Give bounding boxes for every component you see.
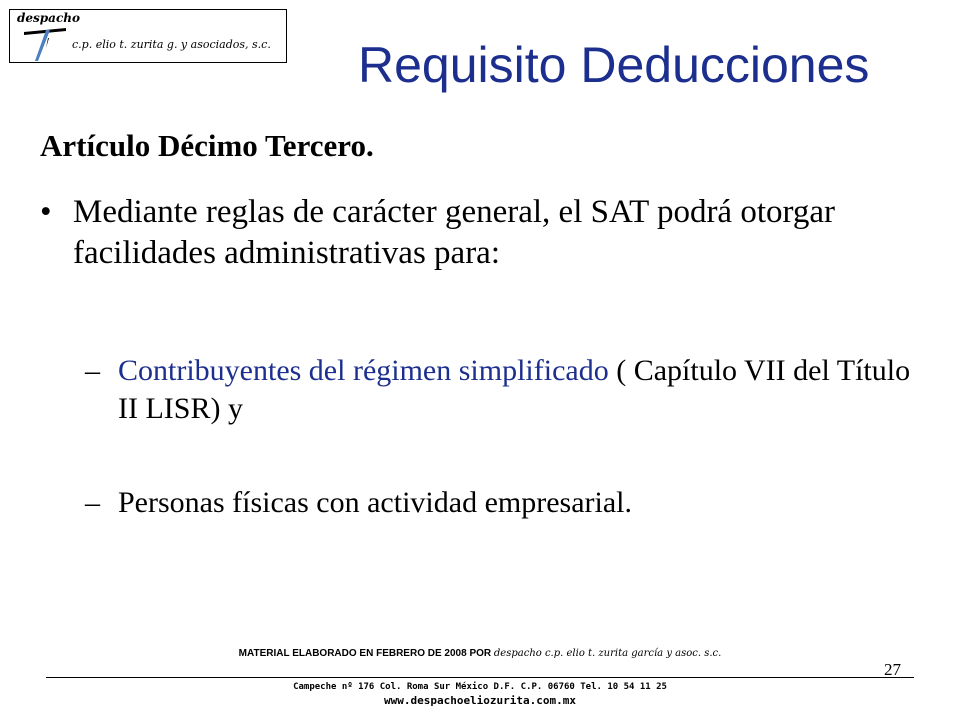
- footer-credit-prefix: MATERIAL ELABORADO EN FEBRERO DE 2008 POR: [238, 648, 494, 659]
- firm-logo: [9, 9, 287, 63]
- highlighted-term: Contribuyentes del régimen simplificado: [118, 354, 609, 387]
- sub-item-rest: ( Capítulo VII del Título II LISR) y: [118, 354, 911, 425]
- footer-credit: [0, 648, 960, 659]
- bullet-item: [40, 192, 920, 274]
- slide-title: Requisito Deducciones: [358, 37, 870, 93]
- dash-marker: –: [85, 486, 100, 519]
- article-heading: Artículo Décimo Tercero.: [40, 128, 374, 163]
- tilted-t-logo-icon: [22, 24, 70, 62]
- sub-item-simplified-regime: [85, 352, 920, 428]
- logo-firm-name: c.p. elio t. zurita g. y asociados, s.c.: [72, 38, 271, 51]
- footer-address: Campeche nº 176 Col. Roma Sur México D.F. C.P. 06760 Tel. 10 54 11 25: [293, 682, 667, 692]
- dash-marker: –: [85, 354, 100, 387]
- page-number: 27: [884, 660, 901, 679]
- footer-website: www.despachoeliozurita.com.mx: [383, 694, 577, 707]
- sub-item-text: [118, 352, 920, 428]
- bullet-text: Mediante reglas de carácter general, el SAT podrá otorgar facilidades administrativas para:: [73, 194, 836, 271]
- sub-item-text: Personas físicas con actividad empresarial.: [118, 486, 632, 519]
- logo-word: despacho: [17, 11, 80, 25]
- bullet-marker: •: [40, 194, 52, 230]
- sub-item-individuals: [85, 484, 920, 522]
- footer-credit-firm: despacho c.p. elio t. zurita garcía y asoc. s.c.: [493, 648, 722, 659]
- footer-divider: [46, 677, 914, 678]
